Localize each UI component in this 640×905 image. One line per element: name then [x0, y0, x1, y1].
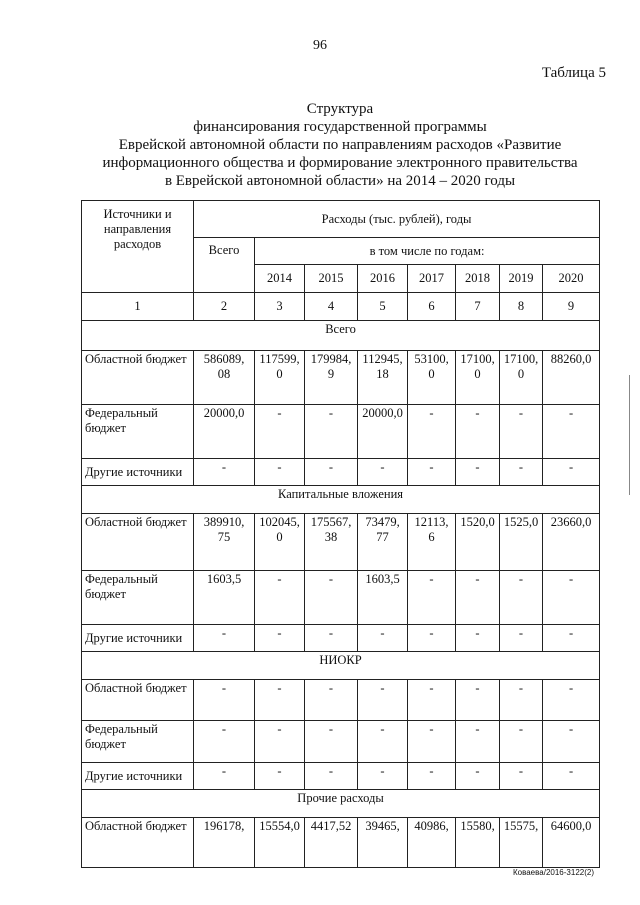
value-cell: -	[255, 763, 305, 790]
value-cell: 117599, 0	[255, 351, 305, 405]
value-cell: -	[456, 405, 500, 459]
value-cell: 175567, 38	[305, 514, 358, 571]
value-cell: -	[255, 721, 305, 763]
column-number: 5	[358, 293, 408, 321]
value-cell: 196178,	[194, 818, 255, 868]
value-cell: 15580,	[456, 818, 500, 868]
title-line: в Еврейской автономной области» на 2014 – 2020 годы	[164, 173, 516, 189]
section-title: НИОКР	[82, 652, 600, 680]
table-row	[82, 459, 600, 486]
column-number: 7	[456, 293, 500, 321]
section-row	[82, 652, 600, 680]
column-number: 6	[408, 293, 456, 321]
section-title: Всего	[82, 321, 600, 351]
value-cell: -	[408, 680, 456, 721]
column-number: 3	[255, 293, 305, 321]
value-cell: 88260,0	[543, 351, 600, 405]
value-cell: -	[456, 571, 500, 625]
value-cell: -	[500, 721, 543, 763]
section-row	[82, 321, 600, 351]
header-total: Всего	[194, 238, 255, 293]
column-number: 2	[194, 293, 255, 321]
value-cell: -	[194, 625, 255, 652]
value-cell: -	[358, 763, 408, 790]
value-cell: 389910, 75	[194, 514, 255, 571]
source-label: Областной бюджет	[82, 514, 194, 571]
value-cell: -	[500, 571, 543, 625]
value-cell: -	[408, 625, 456, 652]
table-row	[82, 405, 600, 459]
value-cell: 20000,0	[194, 405, 255, 459]
document-title	[60, 100, 620, 190]
value-cell: 64600,0	[543, 818, 600, 868]
value-cell: -	[194, 763, 255, 790]
value-cell: 15554,0	[255, 818, 305, 868]
value-cell: -	[543, 625, 600, 652]
table-row	[82, 680, 600, 721]
value-cell: -	[456, 680, 500, 721]
value-cell: 4417,52	[305, 818, 358, 868]
table-row	[82, 625, 600, 652]
value-cell: -	[194, 459, 255, 486]
value-cell: -	[305, 680, 358, 721]
source-label: Другие источники	[82, 625, 194, 652]
value-cell: -	[543, 571, 600, 625]
table-body	[82, 201, 600, 868]
value-cell: -	[408, 763, 456, 790]
value-cell: -	[408, 459, 456, 486]
year-header: 2015	[305, 265, 358, 293]
value-cell: -	[500, 405, 543, 459]
column-number: 1	[82, 293, 194, 321]
title-line: финансирования государственной программы	[193, 119, 487, 135]
source-label: Федеральный бюджет	[82, 571, 194, 625]
table-row	[82, 818, 600, 868]
section-title: Капитальные вложения	[82, 486, 600, 514]
value-cell: -	[305, 721, 358, 763]
header-by-years: в том числе по годам:	[255, 238, 600, 265]
footer-code: Коваева/2016-3122(2)	[512, 868, 594, 877]
value-cell: -	[194, 721, 255, 763]
value-cell: -	[255, 571, 305, 625]
title-line: информационного общества и формирование электронного правительства	[102, 155, 578, 171]
value-cell: 53100, 0	[408, 351, 456, 405]
column-number: 4	[305, 293, 358, 321]
scan-edge-mark	[629, 375, 630, 495]
value-cell: -	[500, 680, 543, 721]
value-cell: 1525,0	[500, 514, 543, 571]
value-cell: -	[255, 459, 305, 486]
section-title: Прочие расходы	[82, 790, 600, 818]
value-cell: -	[255, 625, 305, 652]
column-numbers-row	[82, 293, 600, 321]
value-cell: -	[456, 625, 500, 652]
section-row	[82, 790, 600, 818]
value-cell: -	[500, 459, 543, 486]
source-label: Областной бюджет	[82, 680, 194, 721]
value-cell: -	[305, 459, 358, 486]
source-label: Областной бюджет	[82, 351, 194, 405]
header-expenses: Расходы (тыс. рублей), годы	[194, 201, 600, 238]
value-cell: -	[305, 405, 358, 459]
value-cell: -	[500, 763, 543, 790]
value-cell: -	[358, 459, 408, 486]
value-cell: -	[305, 625, 358, 652]
value-cell: 73479, 77	[358, 514, 408, 571]
value-cell: -	[500, 625, 543, 652]
year-header: 2019	[500, 265, 543, 293]
title-line: Еврейской автономной области по направлениям расходов «Развитие	[118, 137, 562, 153]
year-header: 2016	[358, 265, 408, 293]
section-row	[82, 486, 600, 514]
value-cell: 15575,	[500, 818, 543, 868]
source-label: Федеральный бюджет	[82, 405, 194, 459]
value-cell: 17100, 0	[456, 351, 500, 405]
table-label: Таблица 5	[541, 65, 606, 81]
value-cell: -	[543, 763, 600, 790]
source-label: Другие источники	[82, 763, 194, 790]
table-row	[82, 721, 600, 763]
table-row	[82, 763, 600, 790]
value-cell: -	[305, 763, 358, 790]
value-cell: 112945, 18	[358, 351, 408, 405]
value-cell: -	[358, 721, 408, 763]
value-cell: -	[543, 459, 600, 486]
year-header: 2017	[408, 265, 456, 293]
value-cell: 20000,0	[358, 405, 408, 459]
value-cell: 1603,5	[194, 571, 255, 625]
table-row	[82, 514, 600, 571]
value-cell: -	[358, 680, 408, 721]
value-cell: -	[255, 405, 305, 459]
value-cell: 586089, 08	[194, 351, 255, 405]
year-header: 2014	[255, 265, 305, 293]
page-number: 96	[313, 38, 327, 53]
value-cell: 17100, 0	[500, 351, 543, 405]
source-label: Областной бюджет	[82, 818, 194, 868]
value-cell: 102045, 0	[255, 514, 305, 571]
value-cell: 40986,	[408, 818, 456, 868]
value-cell: 1603,5	[358, 571, 408, 625]
source-label: Федеральный бюджет	[82, 721, 194, 763]
title-line: Структура	[306, 101, 374, 117]
table-row	[82, 351, 600, 405]
value-cell: 23660,0	[543, 514, 600, 571]
header-sources: Источники и направления расходов	[82, 201, 194, 293]
value-cell: -	[543, 405, 600, 459]
value-cell: -	[358, 625, 408, 652]
value-cell: 39465,	[358, 818, 408, 868]
column-number: 9	[543, 293, 600, 321]
value-cell: 12113, 6	[408, 514, 456, 571]
value-cell: -	[408, 405, 456, 459]
value-cell: -	[543, 680, 600, 721]
value-cell: -	[408, 571, 456, 625]
financing-table	[81, 200, 600, 868]
value-cell: 179984, 9	[305, 351, 358, 405]
value-cell: -	[456, 721, 500, 763]
value-cell: -	[543, 721, 600, 763]
value-cell: 1520,0	[456, 514, 500, 571]
value-cell: -	[255, 680, 305, 721]
column-number: 8	[500, 293, 543, 321]
value-cell: -	[456, 763, 500, 790]
value-cell: -	[305, 571, 358, 625]
value-cell: -	[194, 680, 255, 721]
value-cell: -	[408, 721, 456, 763]
year-header: 2018	[456, 265, 500, 293]
table-row	[82, 571, 600, 625]
value-cell: -	[456, 459, 500, 486]
year-header: 2020	[543, 265, 600, 293]
source-label: Другие источники	[82, 459, 194, 486]
